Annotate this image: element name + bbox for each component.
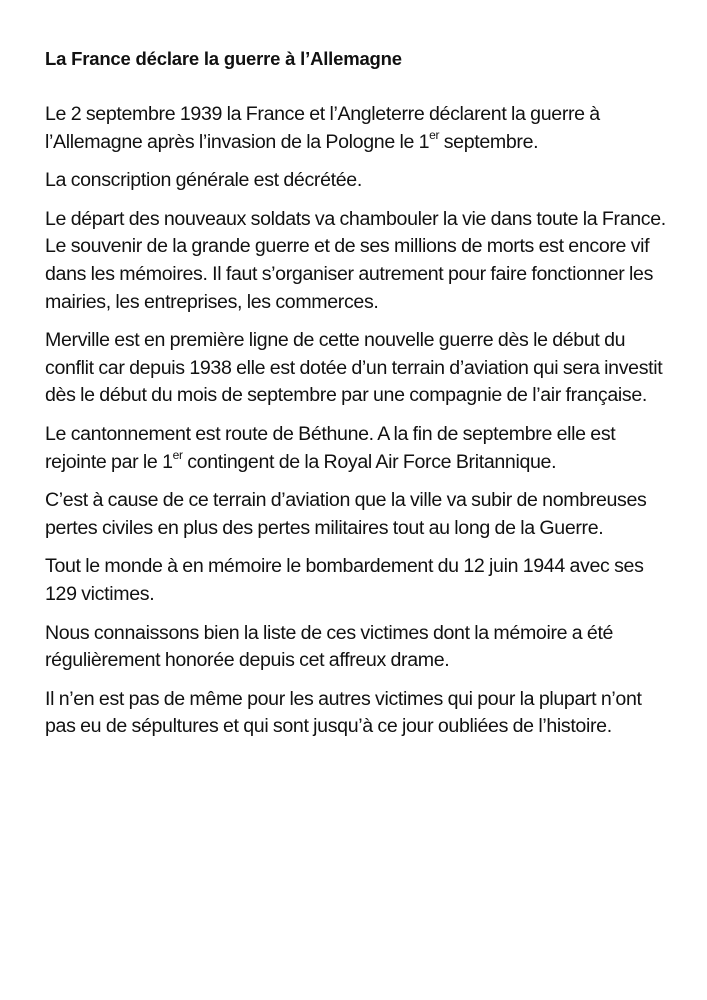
paragraph-declaration-text: Le 2 septembre 1939 la France et l’Angleterre déclarent la guerre à l’Allemagne après l’invasion de la Pologne le 1 bbox=[45, 103, 600, 153]
paragraph-declaration bbox=[45, 101, 675, 156]
ordinal-superscript: er bbox=[172, 447, 183, 462]
ordinal-superscript: er bbox=[429, 127, 440, 142]
document-page bbox=[45, 46, 675, 752]
paragraph-cantonnement bbox=[45, 421, 675, 476]
paragraph-conscription: La conscription générale est décrétée. bbox=[45, 169, 362, 192]
paragraph-losses: C’est à cause de ce terrain d’aviation que la ville va subir de nombreuses pertes civiles en plus des pertes militaires tout au long de la Guerre. bbox=[45, 489, 647, 539]
paragraph-bombing: Tout le monde à en mémoire le bombardement du 12 juin 1944 avec ses 129 victimes. bbox=[45, 555, 644, 605]
document-title: La France déclare la guerre à l’Allemagne bbox=[45, 48, 402, 69]
paragraph-cantonnement-end: contingent de la Royal Air Force Britannique. bbox=[182, 450, 557, 473]
paragraph-departure: Le départ des nouveaux soldats va chambouler la vie dans toute la France. Le souvenir de la grande guerre et de ses millions de morts est encore vif dans les mémoires. Il faut s’organiser autrement pour faire fonctionner les mairies, les entreprises, les commerces. bbox=[45, 207, 666, 313]
paragraph-victims-list: Nous connaissons bien la liste de ces victimes dont la mémoire a été régulièrement honorée depuis cet affreux drame. bbox=[45, 621, 614, 672]
paragraph-merville: Merville est en première ligne de cette nouvelle guerre dès le début du conflit car depuis 1938 elle est dotée d’un terrain d’aviation qui sera investit dès le début du mois de septembre par une compagnie de l’air française. bbox=[45, 329, 663, 407]
paragraph-declaration-end: septembre. bbox=[439, 130, 539, 153]
paragraph-forgotten-victims: Il n’en est pas de même pour les autres victimes qui pour la plupart n’ont pas eu de sépultures et qui sont jusqu’à ce jour oubliées de l’histoire. bbox=[45, 687, 642, 738]
paragraph-cantonnement-text: Le cantonnement est route de Béthune. A la fin de septembre elle est rejointe par le 1 bbox=[45, 422, 616, 473]
